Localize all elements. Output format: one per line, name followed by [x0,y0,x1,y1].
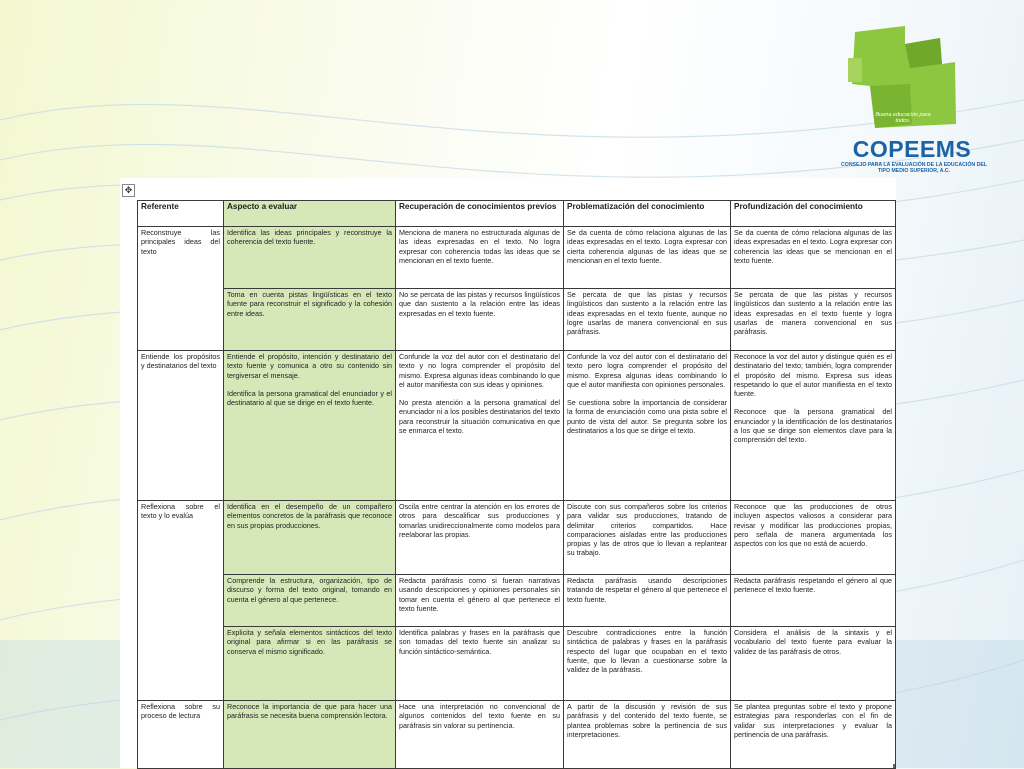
referente-cell: Reflexiona sobre el texto y lo evalúa [138,501,224,701]
table-row [138,627,896,701]
header-problematizacion: Problematización del conocimiento [564,201,731,227]
logo-wordmark: COPEEMS [852,136,972,162]
problematizacion-cell: Redacta paráfrasis usando descripciones tratando de respetar el género al que pertenece el texto fuente. [564,575,731,627]
table-row [138,289,896,351]
recuperacion-cell: Redacta paráfrasis como si fueran narrativas usando descripciones y opiniones personales sin tomar en cuenta el género al que pertenece el texto fuente. [396,575,564,627]
problematizacion-cell: Se da cuenta de cómo relaciona algunas de las ideas expresadas en el texto. Logra expresar con cierta coherencia algunas de las ideas que se mencionan en el texto fuente. [564,227,731,289]
problematizacion-cell: A partir de la discusión y revisión de sus paráfrasis y del contenido del texto fuente, se plantea problemas sobre la pertinencia de sus interpretaciones. [564,701,731,769]
table-row [138,351,896,501]
aspecto-cell: Explicita y señala elementos sintácticos del texto original para afirmar si en las paráfrasis se conserva el mismo significado. [224,627,396,701]
table-row [138,701,896,769]
header-referente: Referente [138,201,224,227]
header-profundizacion: Profundización del conocimiento [731,201,896,227]
recuperacion-cell: Menciona de manera no estructurada algunas de las ideas expresadas en el texto. No logra expresar con coherencia todas las ideas que se mencionan en el texto fuente. [396,227,564,289]
table-row [138,501,896,575]
problematizacion-cell: Se percata de que las pistas y recursos lingüísticos dan sustento a la relación entre las ideas expresadas en el texto fuente, aunque no logre usarlas de manera convencional en sus paráfrasis. [564,289,731,351]
aspecto-cell: Toma en cuenta pistas lingüísticas en el texto fuente para reconstruir el significado y la cohesión entre ideas. [224,289,396,351]
table-move-handle-icon[interactable]: ✥ [122,184,135,197]
problematizacion-cell: Descubre contradicciones entre la función sintáctica de palabras y frases en la paráfrasis respecto del lugar que ocupaban en el texto fuente, que lo llevan a cuestionarse sobre la validez de la paráfrasis. [564,627,731,701]
profundizacion-cell: Se percata de que las pistas y recursos lingüísticos dan sustento a la relación entre las ideas expresadas en el texto fuente y logra usarlas de manera convencional en sus paráfrasis. [731,289,896,351]
profundizacion-cell: Considera el análisis de la sintaxis y el vocabulario del texto fuente para evaluar la validez de las paráfrasis de otros. [731,627,896,701]
problematizacion-text: Confunde la voz del autor con el destinatario del texto pero logra comprender el propósito del mismo. Expresa algunas ideas combinando lo que el autor manifiesta con opiniones personales. [567,352,727,389]
aspecto-cell: Reconoce la importancia de que para hacer una paráfrasis se necesita buena comprensión lectora. [224,701,396,769]
problematizacion-cell: Discute con sus compañeros sobre los criterios para validar sus producciones, tratando de delimitar criterios compartidos. Hace comparaciones aisladas entre las producciones propias y las de otros que lo llevan a replantear su trabajo. [564,501,731,575]
aspecto-cell: Identifica en el desempeño de un compañero elementos concretos de la paráfrasis que reconoce en sus propias producciones. [224,501,396,575]
aspecto-text-paragraph: Identifica la persona gramatical del enunciador y el destinatario al que se dirige en el texto fuente. [227,388,392,408]
recuperacion-cell: Hace una interpretación no convencional de algunos contenidos del texto fuente en su paráfrasis sin valorar su pertinencia. [396,701,564,769]
header-aspecto: Aspecto a evaluar [224,201,396,227]
recuperacion-text-paragraph: No presta atención a la persona gramatical del enunciador ni a los posibles destinatarios del texto para reconstruir la situación comunicativa en que se enmarca el texto. [399,398,560,436]
aspecto-cell [224,351,396,501]
problematizacion-cell [564,351,731,501]
header-recuperacion: Recuperación de conocimientos previos [396,201,564,227]
table-resize-marker [893,764,895,768]
table-row [138,575,896,627]
recuperacion-cell [396,351,564,501]
aspecto-cell: Identifica las ideas principales y reconstruye la coherencia del texto fuente. [224,227,396,289]
logo-subtitle: CONSEJO PARA LA EVALUACIÓN DE LA EDUCACIÓN DEL TIPO MEDIO SUPERIOR, A.C. [841,162,987,174]
profundizacion-cell: Reconoce que las producciones de otros incluyen aspectos valiosos a considerar para revisar y modificar las producciones propias, pero señala de manera argumentada los aspectos con los que no está de acuerdo. [731,501,896,575]
aspecto-text: Entiende el propósito, intención y destinatario del texto fuente y comunica a otro su contenido sin tergiversar el mensaje. [227,352,392,380]
recuperacion-text: Confunde la voz del autor con el destinatario del texto y no logra comprender el propósito del mismo. Expresa algunas ideas combinando lo que el autor manifiesta con sus ideas y opiniones. [399,352,560,389]
recuperacion-cell: Identifica palabras y frases en la paráfrasis que son tomadas del texto fuente sin analizar su función sintáctico-semántica. [396,627,564,701]
profundizacion-text: Reconoce la voz del autor y distingue quién es el destinatario del texto; también, logra comprender el propósito del mismo. Expresa sus ideas respetando lo que el autor manifiesta en el texto fuente. [734,352,892,399]
problematizacion-text-paragraph: Se cuestiona sobre la importancia de considerar la forma de enunciación como una pista sobre el punto de vista del autor. Se pregunta sobre los destinatarios a los que se dirige el texto. [567,398,727,436]
profundizacion-cell: Redacta paráfrasis respetando el género al que pertenece el texto fuente. [731,575,896,627]
referente-cell: Entiende los propósitos y destinatarios del texto [138,351,224,501]
profundizacion-text-paragraph: Reconoce que la persona gramatical del enunciador y la identificación de los destinatarios a los que se dirige son elementos clave para la comprensión del texto. [734,407,892,445]
referente-cell: Reflexiona sobre su proceso de lectura [138,701,224,769]
profundizacion-cell: Se da cuenta de cómo relaciona algunas de las ideas expresadas en el texto. Logra expresar con coherencia las ideas que se mencionan en el texto fuente. [731,227,896,289]
recuperacion-cell: Oscila entre centrar la atención en los errores de otros para descalificar sus producciones y tomarlas unidireccionalmente como modelos para reelaborar las propias. [396,501,564,575]
logo-slogan: Buena educación para todos. [875,112,931,124]
table-row [138,227,896,289]
rubric-table [137,200,896,769]
profundizacion-cell [731,351,896,501]
referente-cell: Reconstruye las principales ideas del texto [138,227,224,351]
recuperacion-cell: No se percata de las pistas y recursos lingüísticos que dan sustento a la relación entre las ideas expresadas en el texto fuente. [396,289,564,351]
aspecto-cell: Comprende la estructura, organización, tipo de discurso y forma del texto original, tomando en cuenta el género al que pertenece. [224,575,396,627]
profundizacion-cell: Se plantea preguntas sobre el texto y propone estrategias para responderlas con el fin de validar sus interpretaciones y evaluar la pertinencia de una paráfrasis. [731,701,896,769]
